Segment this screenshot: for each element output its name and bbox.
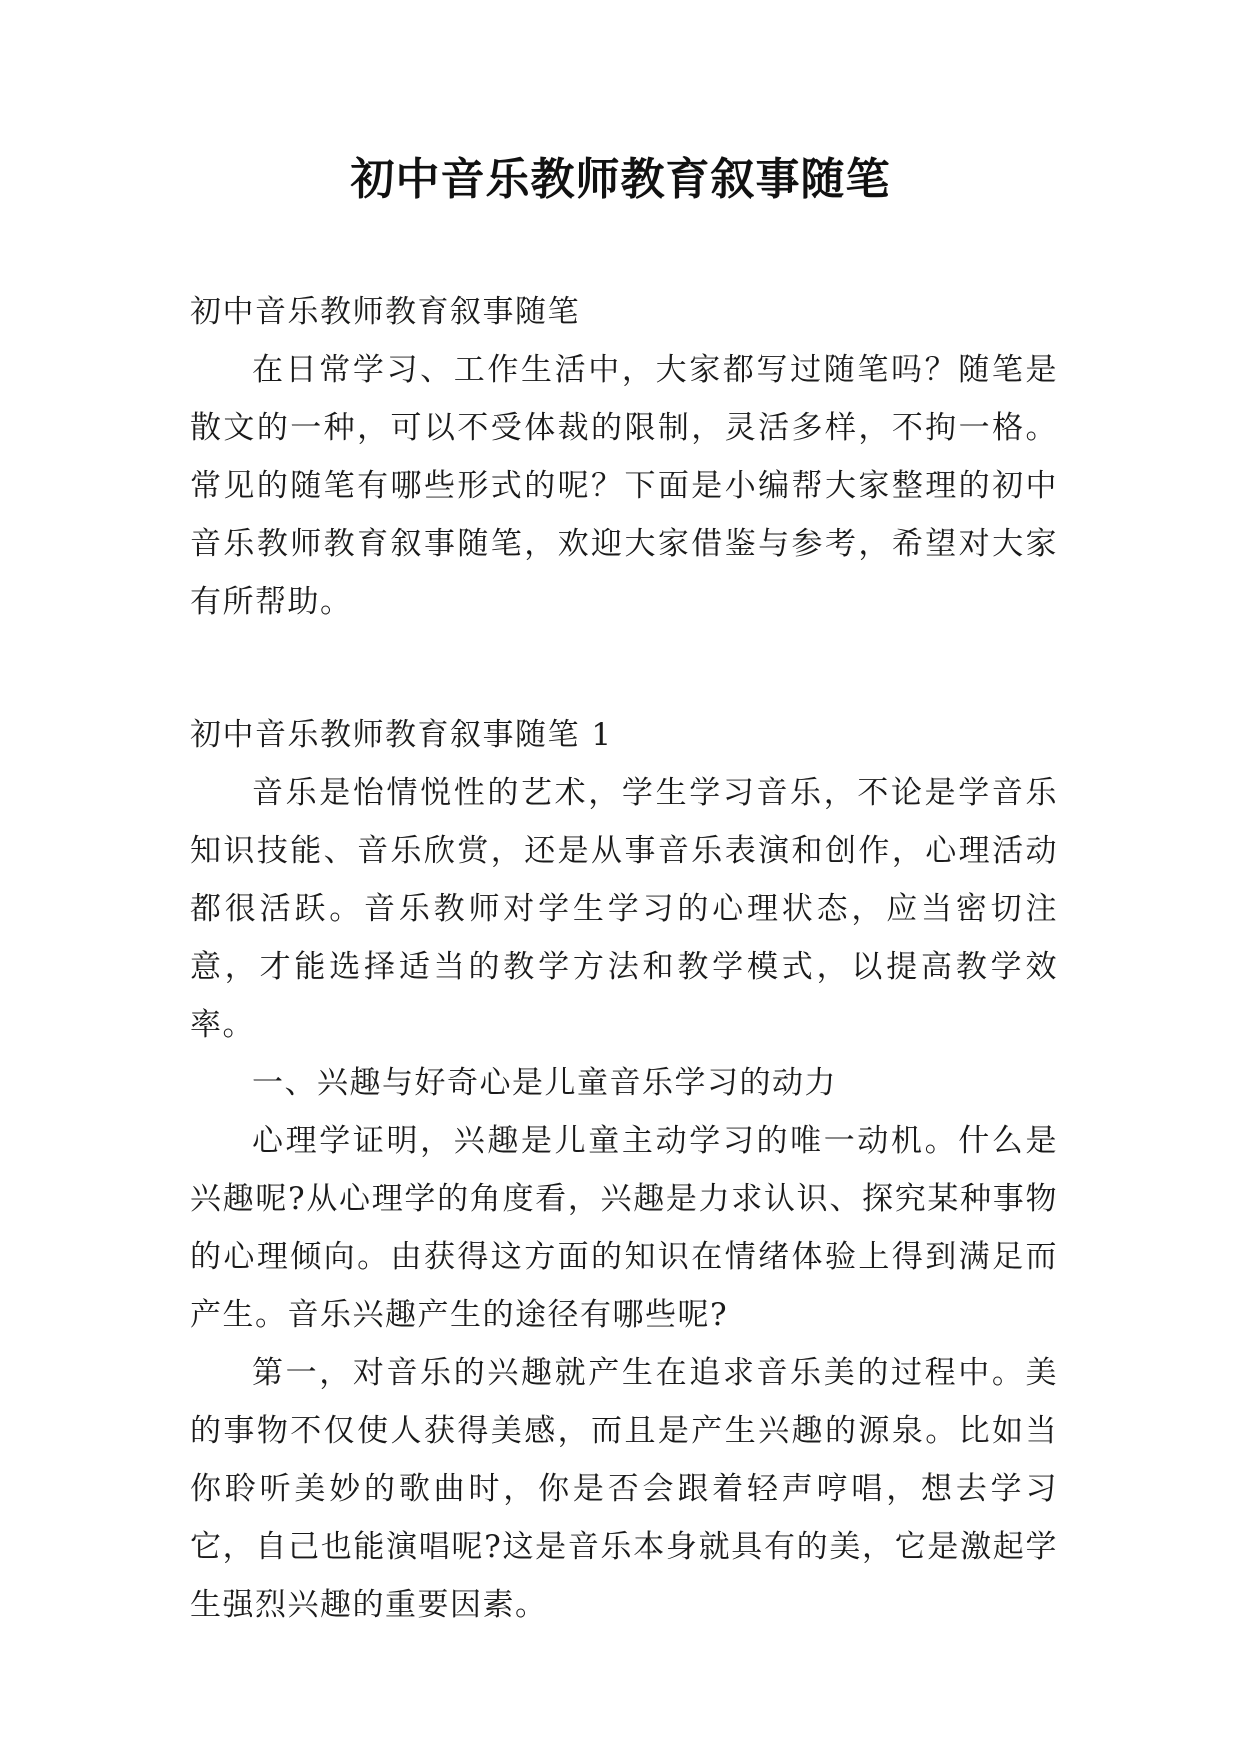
body-paragraph: 第一，对音乐的兴趣就产生在追求音乐美的过程中。美的事物不仅使人获得美感，而且是产生兴趣的源泉。比如当你聆听美妙的歌曲时，你是否会跟着轻声哼唱，想去学习它，自己也能演唱呢?这是音乐本身就具有的美，它是激起学生强烈兴趣的重要因素。 (190, 1355, 1058, 1623)
body-paragraph: 音乐是怡情悦性的艺术，学生学习音乐，不论是学音乐知识技能、音乐欣赏，还是从事音乐表演和创作，心理活动都很活跃。音乐教师对学生学习的心理状态，应当密切注意，才能选择适当的教学方法和教学模式，以提高教学效率。 (190, 775, 1058, 1043)
body-paragraph: 心理学证明，兴趣是儿童主动学习的唯一动机。什么是兴趣呢?从心理学的角度看，兴趣是力求认识、探究某种事物的心理倾向。由获得这方面的知识在情绪体验上得到满足而产生。音乐兴趣产生的途径有哪些呢? (190, 1123, 1058, 1333)
section-heading: 初中音乐教师教育叙事随笔 1 (190, 717, 613, 753)
document-title: 初中音乐教师教育叙事随笔 (350, 154, 891, 205)
section-spacer (190, 631, 1058, 706)
intro-paragraph: 在日常学习、工作生活中，大家都写过随笔吗？随笔是散文的一种，可以不受体裁的限制，灵活多样，不拘一格。常见的随笔有哪些形式的呢？下面是小编帮大家整理的初中音乐教师教育叙事随笔，欢迎大家借鉴与参考，希望对大家有所帮助。 (190, 352, 1058, 620)
intro-heading: 初中音乐教师教育叙事随笔 (190, 294, 580, 330)
document-body (190, 283, 1058, 1634)
subsection-heading: 一、兴趣与好奇心是儿童音乐学习的动力 (252, 1065, 837, 1101)
